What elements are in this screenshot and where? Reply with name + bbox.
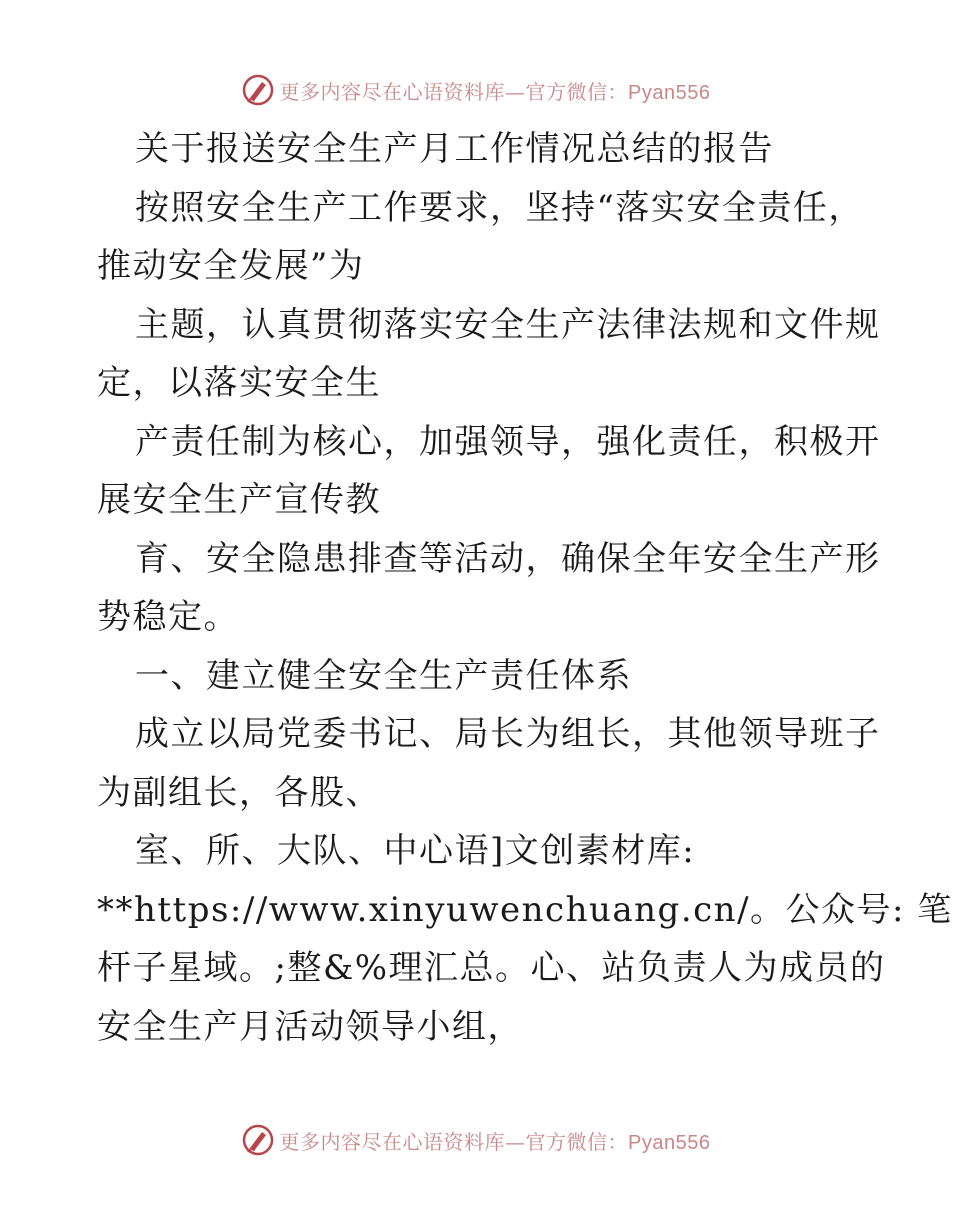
paragraph-line: 产责任制为核心，加强领导，强化责任，积极开 [135,421,881,462]
paragraph-line: 推动安全发展”为 [97,246,365,286]
header-watermark [0,70,950,110]
wechat-id: Pyan556 [628,1131,711,1154]
paragraph-line: 按照安全生产工作要求，坚持“落实安全责任， [135,187,864,228]
paragraph-line: 为副组长，各股、 [97,772,381,813]
brush-pen-seal-icon [240,72,276,108]
paragraph-line: 安全生产月活动领导小组， [97,1006,523,1047]
paragraph-line: 势稳定。 [97,597,239,637]
paragraph-line: 杆子星域。;整&%理汇总。心、站负责人为成员的 [97,948,886,988]
brush-pen-seal-icon [240,1122,276,1158]
wechat-id: Pyan556 [628,81,711,104]
doc-title: 关于报送安全生产月工作情况总结的报告 [135,129,774,169]
paragraph-line: 成立以局党委书记、局长为组长，其他领导班子 [135,714,881,754]
paragraph-line: 主题，认真贯彻落实安全生产法律法规和文件规 [135,304,881,345]
paragraph-line: 室、所、大队、中心语]文创素材库: [135,831,696,871]
paragraph-line: 定，以落实安全生 [97,363,381,403]
document-body [97,120,953,1056]
paragraph-line: 育、安全隐患排查等活动，确保全年安全生产形 [135,538,881,579]
footer-watermark [0,1120,950,1160]
watermark-text: 更多内容尽在心语资料库—官方微信：Pyan556 [279,79,711,104]
section-heading: 一、建立健全安全生产责任体系 [135,655,632,696]
paragraph-line: 展安全生产宣传教 [97,480,381,520]
paragraph-line: **https://www.xinyuwenchuang.cn/。公众号: 笔 [97,889,953,930]
watermark-text: 更多内容尽在心语资料库—官方微信：Pyan556 [279,1129,711,1154]
